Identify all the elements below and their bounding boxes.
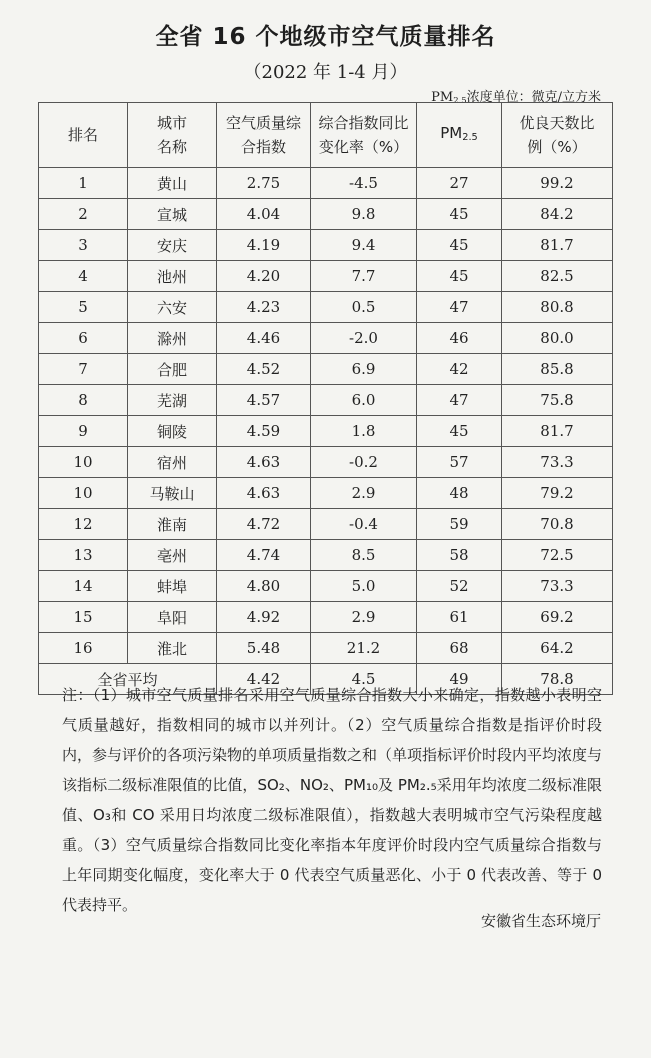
cell-city: 池州 bbox=[128, 261, 217, 292]
cell-good: 81.7 bbox=[502, 230, 613, 261]
cell-good: 85.8 bbox=[502, 354, 613, 385]
table-row bbox=[39, 168, 613, 199]
cell-rank: 4 bbox=[39, 261, 128, 292]
header-pm25 bbox=[417, 103, 502, 168]
cell-pm25: 61 bbox=[417, 602, 502, 633]
table-body bbox=[39, 168, 613, 664]
notes bbox=[62, 680, 602, 920]
cell-change: 6.9 bbox=[311, 354, 417, 385]
cell-pm25: 52 bbox=[417, 571, 502, 602]
cell-good: 73.3 bbox=[502, 447, 613, 478]
page-subtitle: （2022 年 1-4 月） bbox=[243, 62, 408, 83]
cell-pm25: 45 bbox=[417, 230, 502, 261]
cell-change: -2.0 bbox=[311, 323, 417, 354]
cell-change: 8.5 bbox=[311, 540, 417, 571]
cell-change: 21.2 bbox=[311, 633, 417, 664]
cell-change: 7.7 bbox=[311, 261, 417, 292]
page-title: 全省 16 个地级市空气质量排名 bbox=[155, 24, 496, 50]
table-row bbox=[39, 447, 613, 478]
average-index: 4.42 bbox=[217, 664, 311, 695]
cell-city: 六安 bbox=[128, 292, 217, 323]
header-change-line1: 综合指数同比 bbox=[318, 114, 409, 132]
table-header-row bbox=[39, 103, 613, 168]
cell-change: 9.8 bbox=[311, 199, 417, 230]
cell-pm25: 47 bbox=[417, 385, 502, 416]
table-row bbox=[39, 292, 613, 323]
cell-good: 70.8 bbox=[502, 509, 613, 540]
table-row bbox=[39, 199, 613, 230]
header-change-line2: 变化率（%） bbox=[318, 138, 409, 156]
cell-good: 75.8 bbox=[502, 385, 613, 416]
header-pm-sub: 2.5 bbox=[462, 131, 478, 143]
notes-text: 注：（1）城市空气质量排名采用空气质量综合指数大小来确定，指数越小表明空气质量越好，指数相同的城市以并列计。（2）空气质量综合指数是指评价时段内，参与评价的各项污染物的单项质量指数之和（单项指标评价时段内平均浓度与该指标二级标准限值的比值，SO₂、NO₂、PM₁₀及 PM₂.₅采用年均浓度二级标准限值、O₃和 CO 采用日均浓度二级标准限值），指数越大表明城市空气污染程度越重。（3）空气质量综合指数同比变化率指本年度评价时段内空气质量综合指数与上年同期变化幅度，变化率大于 0 代表空气质量恶化、小于 0 代表改善、等于 0 代表持平。 bbox=[62, 686, 603, 914]
cell-city: 合肥 bbox=[128, 354, 217, 385]
cell-index: 4.57 bbox=[217, 385, 311, 416]
cell-good: 72.5 bbox=[502, 540, 613, 571]
cell-index: 2.75 bbox=[217, 168, 311, 199]
cell-index: 4.72 bbox=[217, 509, 311, 540]
table-row bbox=[39, 633, 613, 664]
cell-index: 4.19 bbox=[217, 230, 311, 261]
table-row bbox=[39, 230, 613, 261]
cell-rank: 2 bbox=[39, 199, 128, 230]
cell-index: 4.74 bbox=[217, 540, 311, 571]
cell-change: 2.9 bbox=[311, 478, 417, 509]
header-good-line1: 优良天数比 bbox=[519, 114, 595, 132]
cell-pm25: 45 bbox=[417, 261, 502, 292]
cell-pm25: 58 bbox=[417, 540, 502, 571]
table-row bbox=[39, 416, 613, 447]
cell-city: 亳州 bbox=[128, 540, 217, 571]
cell-pm25: 68 bbox=[417, 633, 502, 664]
cell-good: 99.2 bbox=[502, 168, 613, 199]
cell-city: 芜湖 bbox=[128, 385, 217, 416]
cell-good: 64.2 bbox=[502, 633, 613, 664]
cell-city: 铜陵 bbox=[128, 416, 217, 447]
cell-pm25: 59 bbox=[417, 509, 502, 540]
header-city bbox=[128, 103, 217, 168]
header-good-ratio bbox=[502, 103, 613, 168]
cell-pm25: 45 bbox=[417, 416, 502, 447]
cell-index: 4.63 bbox=[217, 447, 311, 478]
cell-rank: 10 bbox=[39, 478, 128, 509]
header-city-line1: 城市 bbox=[156, 114, 187, 132]
cell-city: 阜阳 bbox=[128, 602, 217, 633]
cell-change: -0.2 bbox=[311, 447, 417, 478]
cell-change: 9.4 bbox=[311, 230, 417, 261]
header-good-line2: 例（%） bbox=[527, 138, 587, 156]
cell-pm25: 27 bbox=[417, 168, 502, 199]
cell-index: 4.04 bbox=[217, 199, 311, 230]
header-index-line2: 合指数 bbox=[240, 138, 286, 156]
table-row bbox=[39, 509, 613, 540]
cell-index: 4.20 bbox=[217, 261, 311, 292]
cell-city: 宿州 bbox=[128, 447, 217, 478]
cell-good: 82.5 bbox=[502, 261, 613, 292]
cell-change: 0.5 bbox=[311, 292, 417, 323]
cell-change: 1.8 bbox=[311, 416, 417, 447]
cell-pm25: 42 bbox=[417, 354, 502, 385]
average-label: 全省平均 bbox=[39, 664, 217, 695]
cell-rank: 1 bbox=[39, 168, 128, 199]
cell-city: 马鞍山 bbox=[128, 478, 217, 509]
cell-index: 4.63 bbox=[217, 478, 311, 509]
agency-signature: 安徽省生态环境厅 bbox=[480, 912, 601, 930]
cell-rank: 14 bbox=[39, 571, 128, 602]
cell-city: 淮南 bbox=[128, 509, 217, 540]
cell-good: 79.2 bbox=[502, 478, 613, 509]
ranking-table bbox=[38, 102, 613, 695]
cell-rank: 16 bbox=[39, 633, 128, 664]
cell-rank: 5 bbox=[39, 292, 128, 323]
unit-prefix: PM bbox=[431, 90, 454, 105]
cell-change: 6.0 bbox=[311, 385, 417, 416]
cell-rank: 12 bbox=[39, 509, 128, 540]
cell-city: 安庆 bbox=[128, 230, 217, 261]
header-index-line1: 空气质量综 bbox=[225, 114, 301, 132]
cell-index: 4.23 bbox=[217, 292, 311, 323]
header-change bbox=[311, 103, 417, 168]
cell-pm25: 45 bbox=[417, 199, 502, 230]
cell-change: -4.5 bbox=[311, 168, 417, 199]
cell-good: 81.7 bbox=[502, 416, 613, 447]
cell-index: 4.59 bbox=[217, 416, 311, 447]
table-row bbox=[39, 323, 613, 354]
cell-pm25: 46 bbox=[417, 323, 502, 354]
cell-index: 4.80 bbox=[217, 571, 311, 602]
header-rank: 排名 bbox=[39, 103, 128, 168]
cell-good: 80.0 bbox=[502, 323, 613, 354]
cell-rank: 6 bbox=[39, 323, 128, 354]
cell-change: -0.4 bbox=[311, 509, 417, 540]
average-good: 78.8 bbox=[502, 664, 613, 695]
cell-city: 滁州 bbox=[128, 323, 217, 354]
cell-rank: 10 bbox=[39, 447, 128, 478]
table-row bbox=[39, 540, 613, 571]
cell-rank: 8 bbox=[39, 385, 128, 416]
cell-pm25: 57 bbox=[417, 447, 502, 478]
header-index bbox=[217, 103, 311, 168]
cell-city: 宣城 bbox=[128, 199, 217, 230]
header-city-line2: 名称 bbox=[156, 138, 187, 156]
table-row bbox=[39, 602, 613, 633]
unit-suffix: 浓度单位：微克/立方米 bbox=[466, 90, 601, 105]
cell-rank: 9 bbox=[39, 416, 128, 447]
table-row bbox=[39, 571, 613, 602]
cell-change: 5.0 bbox=[311, 571, 417, 602]
cell-pm25: 48 bbox=[417, 478, 502, 509]
cell-rank: 13 bbox=[39, 540, 128, 571]
cell-index: 4.92 bbox=[217, 602, 311, 633]
table-row bbox=[39, 261, 613, 292]
cell-good: 84.2 bbox=[502, 199, 613, 230]
cell-city: 蚌埠 bbox=[128, 571, 217, 602]
cell-pm25: 47 bbox=[417, 292, 502, 323]
cell-good: 80.8 bbox=[502, 292, 613, 323]
cell-index: 5.48 bbox=[217, 633, 311, 664]
cell-index: 4.52 bbox=[217, 354, 311, 385]
table-row bbox=[39, 478, 613, 509]
cell-city: 黄山 bbox=[128, 168, 217, 199]
cell-change: 2.9 bbox=[311, 602, 417, 633]
unit-sub: 2.5 bbox=[453, 95, 467, 105]
cell-rank: 7 bbox=[39, 354, 128, 385]
cell-index: 4.46 bbox=[217, 323, 311, 354]
table-row bbox=[39, 354, 613, 385]
cell-good: 73.3 bbox=[502, 571, 613, 602]
average-pm25: 49 bbox=[417, 664, 502, 695]
average-change: 4.5 bbox=[311, 664, 417, 695]
cell-city: 淮北 bbox=[128, 633, 217, 664]
cell-rank: 3 bbox=[39, 230, 128, 261]
cell-good: 69.2 bbox=[502, 602, 613, 633]
table-row bbox=[39, 385, 613, 416]
header-pm-main: PM bbox=[440, 123, 463, 142]
cell-rank: 15 bbox=[39, 602, 128, 633]
